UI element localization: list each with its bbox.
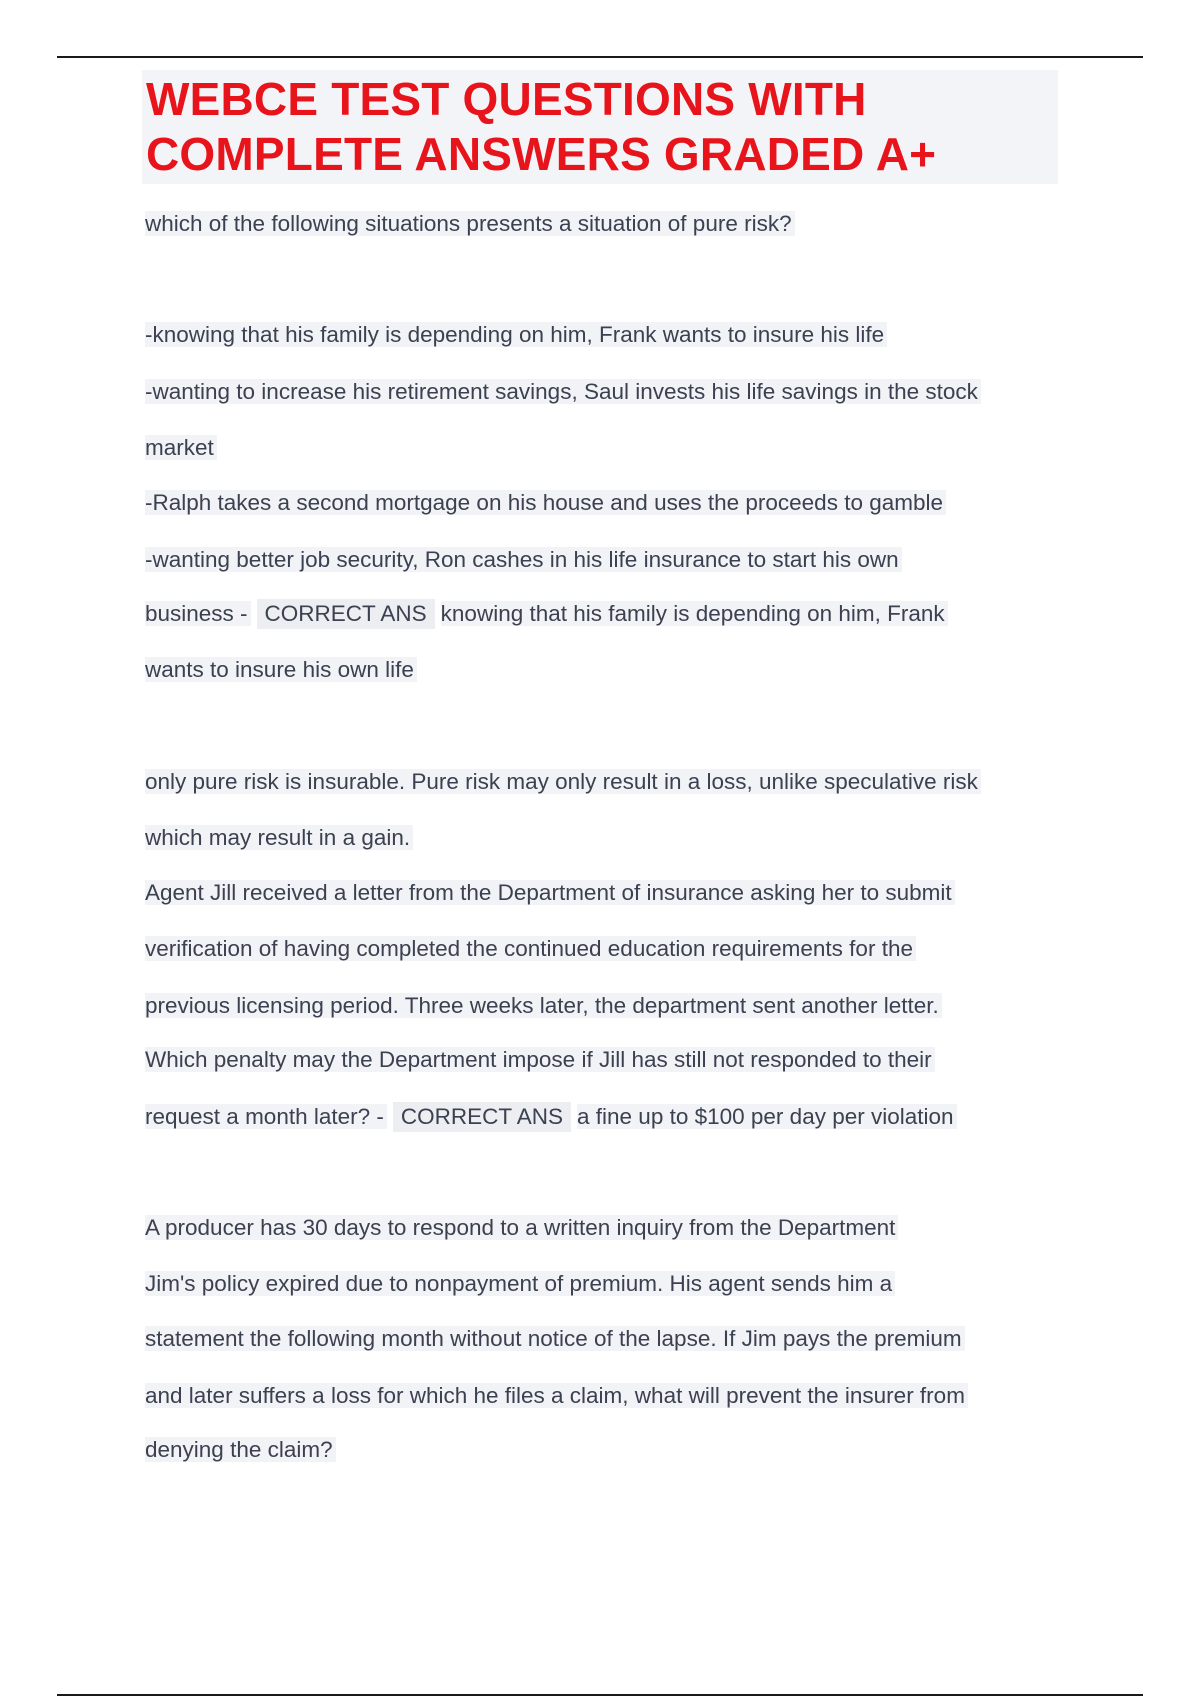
q1-explanation-cont: which may result in a gain. xyxy=(145,823,413,853)
correct-answer-label: CORRECT ANS xyxy=(257,599,435,629)
q2-answer: a fine up to $100 per day per violation xyxy=(577,1104,957,1129)
q1-option-1: -knowing that his family is depending on him, Frank wants to insure his life xyxy=(145,320,887,350)
title-line-1: WEBCE TEST QUESTIONS WITH xyxy=(146,73,867,125)
q1-answer: knowing that his family is depending on him, Frank xyxy=(441,601,948,626)
document-title xyxy=(146,72,936,182)
bottom-divider xyxy=(57,1694,1143,1696)
correct-answer-label: CORRECT ANS xyxy=(393,1102,571,1132)
q1-option-2-cont: market xyxy=(145,433,217,463)
q2-explanation: A producer has 30 days to respond to a written inquiry from the Department xyxy=(145,1213,898,1243)
q2-line-2: verification of having completed the continued education requirements for the xyxy=(145,934,916,964)
q3-line-1: Jim's policy expired due to nonpayment of premium. His agent sends him a xyxy=(145,1269,895,1299)
q1-answer-cont: wants to insure his own life xyxy=(145,655,417,685)
q2-line-4: Which penalty may the Department impose if Jill has still not responded to their xyxy=(145,1045,935,1075)
q3-line-2: statement the following month without notice of the lapse. If Jim pays the premium xyxy=(145,1324,965,1354)
q1-question: which of the following situations presents a situation of pure risk? xyxy=(145,209,795,239)
top-divider xyxy=(57,56,1143,58)
q2-answer-line: request a month later? - CORRECT ANS a fine up to $100 per day per violation xyxy=(145,1102,957,1132)
q2-line-1: Agent Jill received a letter from the Department of insurance asking her to submit xyxy=(145,878,955,908)
q1-option-2: -wanting to increase his retirement savings, Saul invests his life savings in the stock xyxy=(145,377,981,407)
q1-option-4: -wanting better job security, Ron cashes in his life insurance to start his own xyxy=(145,545,902,575)
q1-answer-line: business - CORRECT ANS knowing that his family is depending on him, Frank xyxy=(145,599,948,629)
q1-explanation: only pure risk is insurable. Pure risk may only result in a loss, unlike speculative risk xyxy=(145,767,981,797)
q3-line-3: and later suffers a loss for which he files a claim, what will prevent the insurer from xyxy=(145,1381,968,1411)
q1-option-3: -Ralph takes a second mortgage on his house and uses the proceeds to gamble xyxy=(145,488,946,518)
q2-line-3: previous licensing period. Three weeks later, the department sent another letter. xyxy=(145,991,942,1021)
title-line-2: COMPLETE ANSWERS GRADED A+ xyxy=(146,128,937,180)
q3-line-4: denying the claim? xyxy=(145,1435,336,1465)
